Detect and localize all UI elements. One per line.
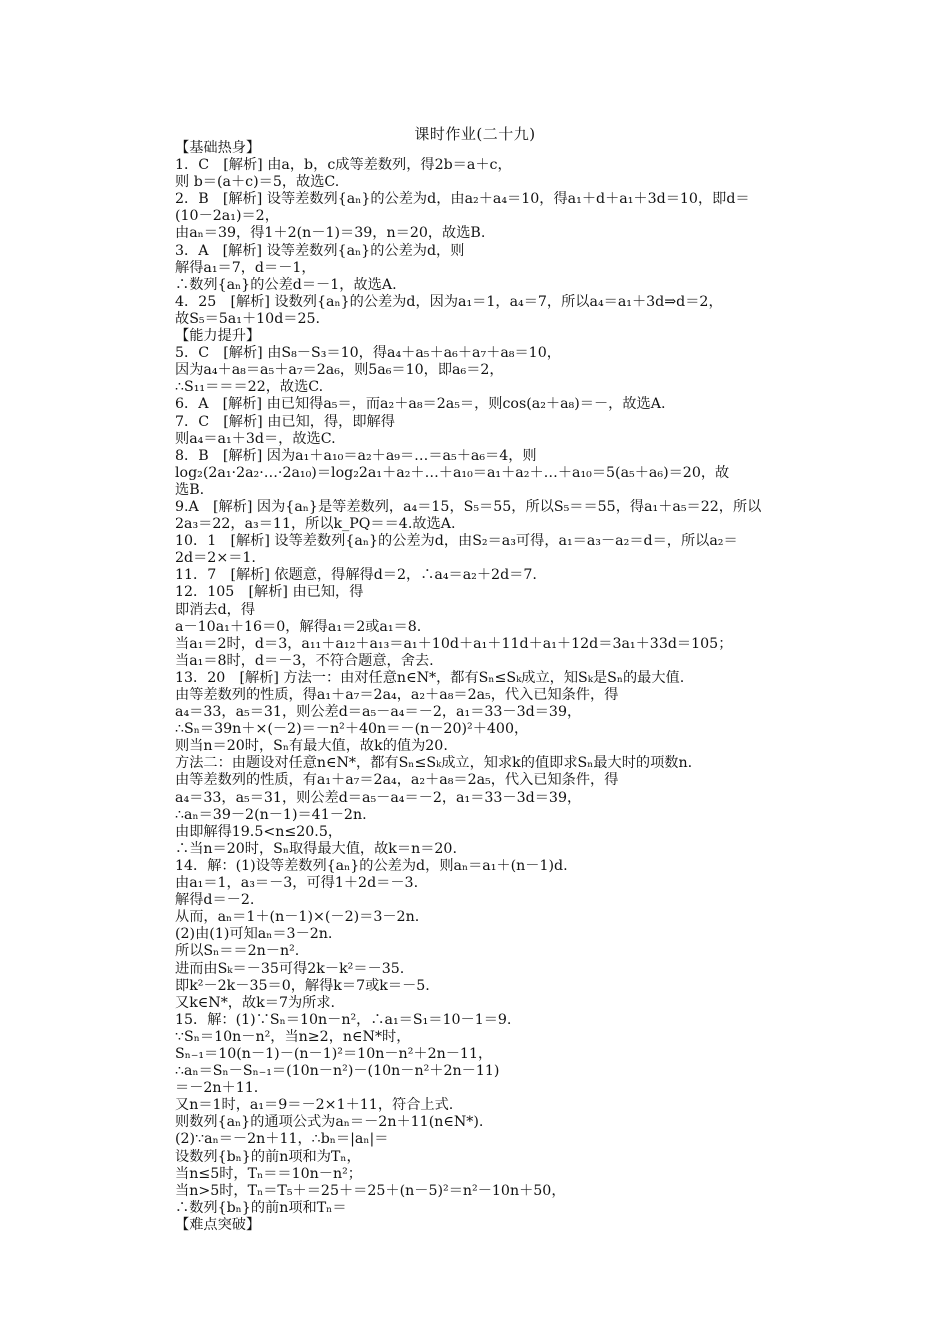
text-line: 由a₁＝1，a₃＝－3，可得1＋2d＝－3. <box>175 875 419 892</box>
text-line: 当n>5时，Tₙ＝T₅＋＝25＋＝25＋(n－5)²＝n²－10n＋50， <box>175 1182 566 1199</box>
answer-content <box>175 140 815 1234</box>
text-line: ∴数列{aₙ}的公差d＝－1，故选A. <box>175 276 397 293</box>
text-line: 解得a₁＝7，d＝－1， <box>175 259 316 276</box>
text-line: 故S₅＝5a₁＋10d＝25. <box>175 310 321 327</box>
text-line: 则 b＝(a＋c)＝5，故选C. <box>175 174 340 191</box>
text-line: (2)由(1)可知aₙ＝3－2n. <box>175 926 333 943</box>
text-line: 2．B [解析] 设等差数列{aₙ}的公差为d，由a₂＋a₄＝10，得a₁＋d＋a₁＋3d＝10，即d＝ <box>175 191 750 208</box>
text-line: 因为a₄＋a₈＝a₅＋a₇＝2a₆，则5a₆＝10，即a₆＝2， <box>175 362 504 379</box>
text-line: 则数列{aₙ}的通项公式为aₙ＝－2n＋11(n∈N*). <box>175 1114 484 1131</box>
text-line: ∴数列{bₙ}的前n项和Tₙ＝ <box>175 1199 347 1216</box>
text-line: ∴aₙ＝39－2(n－1)＝41－2n. <box>175 806 367 823</box>
text-line: a₄＝33，a₅＝31，则公差d＝a₅－a₄＝－2，a₁＝33－3d＝39， <box>175 789 582 806</box>
page-title: 课时作业(二十九) <box>414 125 536 143</box>
text-line: 设数列{bₙ}的前n项和为Tₙ， <box>175 1148 361 1165</box>
text-line: 7．C [解析] 由已知，得，即解得 <box>175 413 395 430</box>
text-line: 9.A [解析] 因为{aₙ}是等差数列，a₄＝15，S₅＝55，所以S₅＝＝55，得a₁＋a₅＝22，所以 <box>175 498 762 515</box>
text-line: 当a₁＝2时，d＝3，a₁₁＋a₁₂＋a₁₃＝a₁＋10d＋a₁＋11d＋a₁＋12d＝3a₁＋33d＝105； <box>175 635 733 652</box>
text-line: (2)∵aₙ＝－2n＋11，∴bₙ＝|aₙ|＝ <box>175 1131 389 1148</box>
text-line: 4．25 [解析] 设数列{aₙ}的公差为d，因为a₁＝1，a₄＝7，所以a₄＝a₁＋3d⇒d＝2， <box>175 293 723 310</box>
text-line: 由即解得19.5<n≤20.5， <box>175 823 343 840</box>
text-line: 则当n＝20时，Sₙ有最大值，故k的值为20. <box>175 738 448 755</box>
text-line: 12．105 [解析] 由已知，得 <box>175 584 364 601</box>
text-line: log₂(2a₁·2a₂·…·2a₁₀)＝log₂2a₁＋a₂＋…＋a₁₀＝a₁＋a₂＋…＋a₁₀＝5(a₅＋a₆)＝20，故 <box>175 464 730 481</box>
text-line: 8．B [解析] 因为a₁＋a₁₀＝a₂＋a₉＝…＝a₅＋a₆＝4，则 <box>175 447 537 464</box>
text-line: 13．20 [解析] 方法一：由对任意n∈N*，都有Sₙ≤Sₖ成立，知Sₖ是Sₙ的最大值. <box>175 669 685 686</box>
text-line: 3．A [解析] 设等差数列{aₙ}的公差为d，则 <box>175 242 465 259</box>
text-line: 11．7 [解析] 依题意，得解得d＝2，∴a₄＝a₂＋2d＝7. <box>175 567 537 584</box>
section-heading: 【基础热身】 <box>175 140 261 156</box>
text-line: ∵Sₙ＝10n－n²，当n≥2，n∈N*时， <box>175 1028 411 1045</box>
text-line: a₄＝33，a₅＝31，则公差d＝a₅－a₄＝－2，a₁＝33－3d＝39， <box>175 704 582 721</box>
text-line: 6．A [解析] 由已知得a₅＝，而a₂＋a₈＝2a₅＝，则cos(a₂＋a₈)＝－，故选A. <box>175 396 666 413</box>
text-line: 由aₙ＝39，得1＋2(n－1)＝39，n＝20，故选B. <box>175 225 486 242</box>
text-line: 又n＝1时，a₁＝9＝－2×1＋11，符合上式. <box>175 1097 454 1114</box>
section-heading: 【能力提升】 <box>175 328 261 345</box>
text-line: 1．C [解析] 由a，b，c成等差数列，得2b＝a＋c， <box>175 157 512 174</box>
text-line: 所以Sₙ＝＝2n－n². <box>175 943 300 960</box>
text-line: 即消去d，得 <box>175 601 256 618</box>
text-line: 10．1 [解析] 设等差数列{aₙ}的公差为d，由S₂＝a₃可得，a₁＝a₃－a₂＝d＝，所以a₂＝ <box>175 533 738 550</box>
section-heading: 【难点突破】 <box>175 1216 261 1233</box>
text-line: (10－2a₁)＝2， <box>175 208 279 225</box>
text-line: ∴aₙ＝Sₙ－Sₙ₋₁＝(10n－n²)－(10n－n²＋2n－11) <box>175 1063 500 1080</box>
text-line: 当a₁＝8时，d＝－3，不符合题意，舍去. <box>175 652 434 669</box>
text-line: 14．解：(1)设等差数列{aₙ}的公差为d，则aₙ＝a₁＋(n－1)d. <box>175 857 568 874</box>
text-line: ∴当n＝20时，Sₙ取得最大值，故k＝n＝20. <box>175 840 457 857</box>
text-line: 方法二：由题设对任意n∈N*，都有Sₙ≤Sₖ成立，知求k的值即求Sₙ最大时的项数n. <box>175 755 693 772</box>
text-line: 2d＝2×＝1. <box>175 550 256 567</box>
text-line: ∴S₁₁＝＝＝22，故选C. <box>175 379 324 396</box>
text-line: 则a₄＝a₁＋3d＝，故选C. <box>175 430 336 447</box>
text-line: 解得d＝－2. <box>175 892 255 909</box>
text-line: 2a₃＝22，a₃＝11，所以k_PQ＝＝4.故选A. <box>175 516 456 533</box>
text-line: 由等差数列的性质，得a₁＋a₇＝2a₄，a₂＋a₈＝2a₅，代入已知条件，得 <box>175 687 619 703</box>
text-line: Sₙ₋₁＝10(n－1)－(n－1)²＝10n－n²＋2n－11， <box>175 1045 493 1062</box>
text-line: 从而，aₙ＝1＋(n－1)×(－2)＝3－2n. <box>175 909 420 926</box>
text-line: 5．C [解析] 由S₈－S₃＝10，得a₄＋a₅＋a₆＋a₇＋a₈＝10， <box>175 345 561 362</box>
text-line: 即k²－2k－35＝0，解得k＝7或k＝－5. <box>175 977 430 994</box>
text-line: 15．解：(1)∵Sₙ＝10n－n²，∴a₁＝S₁＝10－1＝9. <box>175 1011 512 1028</box>
text-line: ∴Sₙ＝39n＋×(－2)＝－n²＋40n＝－(n－20)²＋400， <box>175 721 529 738</box>
text-line: 当n≤5时，Tₙ＝＝10n－n²； <box>175 1165 362 1182</box>
text-line: 由等差数列的性质，有a₁＋a₇＝2a₄，a₂＋a₈＝2a₅，代入已知条件，得 <box>175 772 619 789</box>
text-line: 选B. <box>175 481 205 498</box>
text-line: 进而由Sₖ＝－35可得2k－k²＝－35. <box>175 960 405 977</box>
text-line: ＝－2n＋11. <box>175 1080 259 1097</box>
text-line: 又k∈N*，故k＝7为所求. <box>175 994 336 1011</box>
text-line: a－10a₁＋16＝0，解得a₁＝2或a₁＝8. <box>175 618 422 635</box>
